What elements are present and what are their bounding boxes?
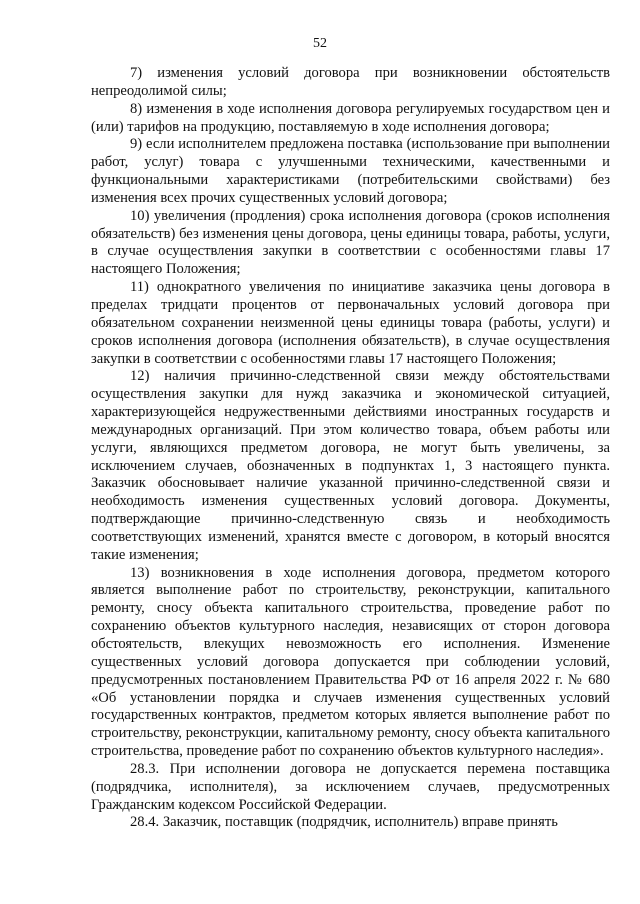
paragraph-item-7: 7) изменения условий договора при возникновении обстоятельств непреодолимой силы; bbox=[91, 65, 610, 99]
paragraph-section-28-4: 28.4. Заказчик, поставщик (подрядчик, исполнитель) вправе принять bbox=[130, 814, 558, 831]
paragraph-section-28-3: 28.3. При исполнении договора не допускается перемена поставщика (подрядчика, исполнителя), за исключением случаев, предусмотренных Гражданским кодексом Российской Федерации. bbox=[91, 760, 610, 813]
paragraph-item-10: 10) увеличения (продления) срока исполнения договора (сроков исполнения обязательств) без изменения цены договора, цены единицы товара, работы, услуги, в случае осуществления закупки в соответствии с особенностями главы 17 настоящего Положения; bbox=[91, 207, 610, 278]
paragraph-item-9: 9) если исполнителем предложена поставка (использование при выполнении работ, услуг) товара с улучшенными техническими, качественными и функциональными характеристиками (потребительскими свойствами) без изменения всех прочих существенных условий договора; bbox=[91, 136, 610, 206]
page-number: 52 bbox=[313, 36, 327, 51]
paragraph-item-13: 13) возникновения в ходе исполнения договора, предметом которого является выполнение работ по строительству, реконструкции, капитального ремонту, сносу объекта капитального строительства, проведение работ по сохранению объектов культурного наследия, независящих от сторон договора обстоятельств, влекущих невозможность его исполнения. Изменение существенных условий договора допускается при соблюдении условий, предусмотренных постановлением Правительства РФ от 16 апреля 2022 г. № 680 «Об установлении порядка и случаев изменения существенных условий государственных контрактов, предметом которых является выполнение работ по строительству, реконструкции, капитальному ремонту, сносу объекта капитального строительства, проведение работ по сохранению объектов культурного наследия». bbox=[91, 564, 610, 760]
paragraph-item-12: 12) наличия причинно-следственной связи между обстоятельствами осуществления закупки для нужд заказчика и экономической ситуацией, характеризующейся недружественными действиями иностранных государств и международных организаций. При этом количество товара, объем работы или услуги, являющихся предметом договора, не могут быть увеличены, за исключением случаев, обозначенных в подпунктах 1, 3 настоящего пункта. Заказчик обосновывает наличие указанной причинно-следственной связи и необходимость изменения существенных условий договора. Документы, подтверждающие причинно-следственную связь и необходимость соответствующих изменений, хранятся вместе с договором, в который вносятся такие изменения; bbox=[91, 368, 610, 563]
paragraph-item-8: 8) изменения в ходе исполнения договора регулируемых государством цен и (или) тарифов на продукцию, поставляемую в ходе исполнения договора; bbox=[91, 100, 610, 135]
paragraph-item-11: 11) однократного увеличения по инициативе заказчика цены договора в пределах тридцати процентов от первоначальных условий договора при обязательном сохранении неизменной цены единицы товара (работы, услуги) и сроков исполнения договора (исполнения обязательств), в случае осуществления закупки в соответствии с особенностями главы 17 настоящего Положения; bbox=[91, 279, 610, 367]
document-body bbox=[91, 65, 610, 832]
